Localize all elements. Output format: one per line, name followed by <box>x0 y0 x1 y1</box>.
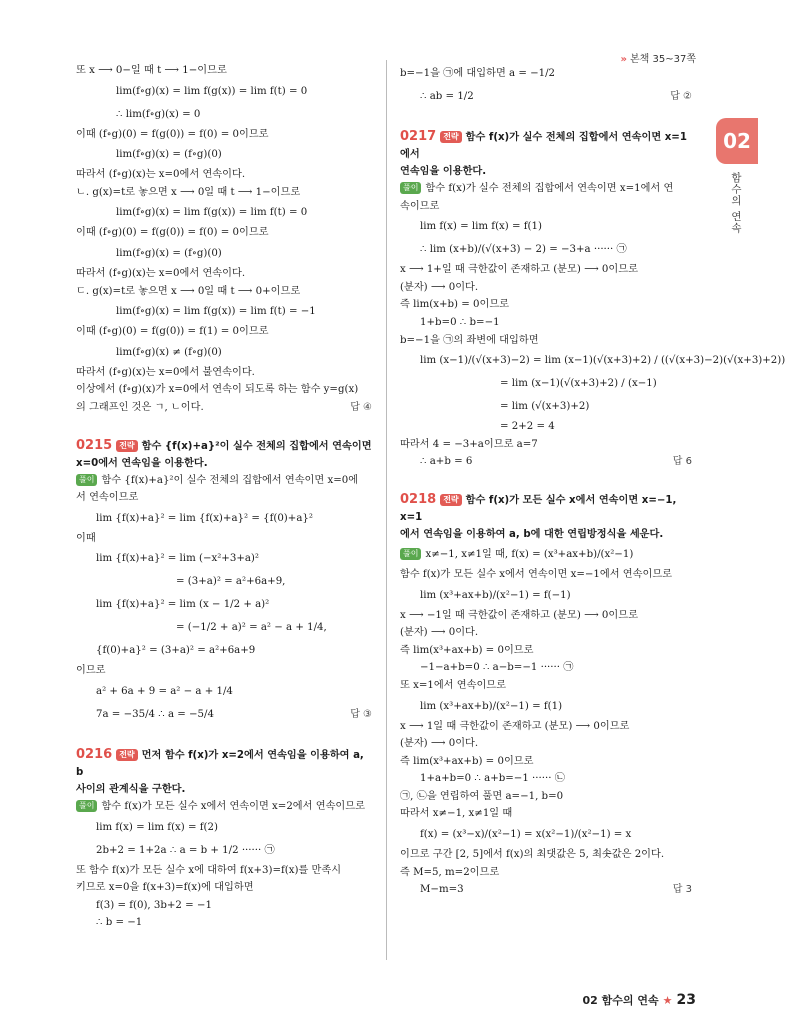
solution-line: lim (x³+ax+b)/(x²−1) = f(−1) <box>420 589 571 601</box>
solution-line: lim {f(x)+a}² = lim (−x²+3+a)² <box>96 553 259 565</box>
solution-text: x≠−1, x≠1일 때, f(x) = (x³+ax+b)/(x²−1) <box>425 548 634 560</box>
strategy-text: x=0에서 연속임을 이용한다. <box>76 457 208 469</box>
strategy-text: 연속임을 이용한다. <box>400 166 487 177</box>
solution-line: lim {f(x)+a}² = lim (x − 1/2 + a)² <box>96 599 270 611</box>
solution-line: a² + 6a + 9 = a² − a + 1/4 <box>96 685 233 697</box>
solution-line: b=−1을 ㉠의 좌변에 대입하면 <box>400 334 539 346</box>
solution-badge: 풀이 <box>76 800 97 812</box>
problem-0217 <box>400 128 692 180</box>
solution-line: −1−a+b=0 ∴ a−b=−1 ······ ㉠ <box>420 662 574 674</box>
solution-line <box>400 85 692 108</box>
solution-line: 또 x ⟶ 0−일 때 t ⟶ 1−이므로 <box>76 65 227 76</box>
solution-line: lim f(x) = lim f(x) = f(2) <box>96 821 218 833</box>
strategy-badge: 전략 <box>440 494 461 506</box>
solution-line: = lim (x−1)(√(x+3)+2) / (x−1) <box>500 378 657 390</box>
solution-line: = lim (√(x+3)+2) <box>500 401 590 413</box>
solution-line: b=−1을 ㉠에 대입하면 a = −1/2 <box>400 68 556 79</box>
solution-text: ∴ ab = 1/2 <box>420 91 474 102</box>
solution-line: 즉 lim(x+b) = 0이므로 <box>400 299 510 311</box>
left-column <box>76 62 372 932</box>
chapter-tab: 02 <box>716 118 758 164</box>
solution-line: ㉠, ㉡을 연립하여 풀면 a=−1, b=0 <box>400 790 564 802</box>
solution-line: lim {f(x)+a}² = lim {f(x)+a}² = {f(0)+a}² <box>96 512 313 524</box>
page-reference-text: 본책 35~37쪽 <box>630 54 696 65</box>
strategy-text: 먼저 함수 f(x)가 x=2에서 연속임을 이용하여 a, b <box>76 749 364 778</box>
solution-text: 함수 f(x)가 실수 전체의 집합에서 연속이면 x=1에서 연 <box>425 183 674 194</box>
solution-badge: 풀이 <box>400 182 421 194</box>
solution-line: lim(f∘g)(x) ≠ (f∘g)(0) <box>116 346 222 358</box>
solution-text: ∴ a+b = 6 <box>420 456 473 468</box>
solution-line <box>76 703 372 726</box>
problem-0216 <box>76 746 372 798</box>
star-icon: ★ <box>662 994 673 1007</box>
solution-line: x ⟶ −1일 때 극한값이 존재하고 (분모) ⟶ 0이므로 <box>400 609 638 621</box>
solution-badge: 풀이 <box>76 474 97 486</box>
solution-line <box>400 180 692 198</box>
solution-line: 속이므로 <box>400 200 440 212</box>
problem-0215 <box>76 437 372 472</box>
solution-line: 이때 (f∘g)(0) = f(g(0)) = f(0) = 0이므로 <box>76 128 269 140</box>
solution-line: lim f(x) = lim f(x) = f(1) <box>420 221 542 233</box>
solution-line: 이상에서 (f∘g)(x)가 x=0에서 연속이 되도록 하는 함수 y=g(x) <box>76 384 359 396</box>
solution-line: 즉 lim(x³+ax+b) = 0이므로 <box>400 755 534 767</box>
solution-line: 이때 <box>76 532 96 544</box>
solution-line: lim(f∘g)(x) = lim f(g(x)) = lim f(t) = 0 <box>116 207 308 219</box>
solution-text: 의 그래프인 것은 ㄱ, ㄴ이다. <box>76 401 204 413</box>
problem-number: 0217 <box>400 129 437 144</box>
solution-line: ㄷ. g(x)=t로 놓으면 x ⟶ 0일 때 t ⟶ 0+이므로 <box>76 285 301 297</box>
solution-line <box>76 798 372 816</box>
solution-text: M−m=3 <box>420 884 464 896</box>
answer-badge: 답 ② <box>670 91 692 102</box>
strategy-badge: 전략 <box>440 131 461 143</box>
solution-line: {f(0)+a}² = (3+a)² = a²+6a+9 <box>96 645 256 657</box>
solution-line: 따라서 (f∘g)(x)는 x=0에서 불연속이다. <box>76 366 255 378</box>
solution-line: lim(f∘g)(x) = (f∘g)(0) <box>116 247 222 259</box>
answer-badge: 답 ④ <box>350 401 372 413</box>
column-divider <box>386 60 387 960</box>
solution-line: 이므로 구간 [2, 5]에서 f(x)의 최댓값은 5, 최솟값은 2이다. <box>400 849 665 861</box>
solution-line: (분자) ⟶ 0이다. <box>400 281 479 293</box>
solution-line: lim(f∘g)(x) = (f∘g)(0) <box>116 149 222 161</box>
solution-line: lim (x³+ax+b)/(x²−1) = f(1) <box>420 700 563 712</box>
solution-line: 함수 f(x)가 모든 실수 x에서 연속이면 x=−1에서 연속이므로 <box>400 568 672 580</box>
solution-line: 2b+2 = 1+2a ∴ a = b + 1/2 ······ ㉠ <box>96 844 275 856</box>
solution-text: 함수 {f(x)+a}²이 실수 전체의 집합에서 연속이면 x=0에 <box>101 474 359 486</box>
solution-line <box>76 472 372 490</box>
solution-line: 따라서 (f∘g)(x)는 x=0에서 연속이다. <box>76 267 246 279</box>
solution-line: ㄴ. g(x)=t로 놓으면 x ⟶ 0일 때 t ⟶ 1−이므로 <box>76 186 301 198</box>
solution-line: f(x) = (x³−x)/(x²−1) = x(x²−1)/(x²−1) = x <box>420 829 632 841</box>
solution-line: (분자) ⟶ 0이다. <box>400 738 479 750</box>
solution-line: x ⟶ 1+일 때 극한값이 존재하고 (분모) ⟶ 0이므로 <box>400 264 638 276</box>
solution-line: 또 함수 f(x)가 모든 실수 x에 대하여 f(x+3)=f(x)를 만족시 <box>76 864 342 876</box>
solution-line: f(3) = f(0), 3b+2 = −1 <box>96 899 212 911</box>
arrow-icon: » <box>620 54 627 65</box>
solution-line <box>400 881 692 899</box>
solution-text: 함수 f(x)가 모든 실수 x에서 연속이면 x=2에서 연속이므로 <box>101 800 365 812</box>
solution-line: lim (x−1)/(√(x+3)−2) = lim (x−1)(√(x+3)+2) / ((√(x+3)−2)(√(x+3)+2)) <box>420 355 785 367</box>
solution-text: 7a = −35/4 ∴ a = −5/4 <box>96 708 214 720</box>
strategy-text: 에서 연속임을 이용하여 a, b에 대한 연립방정식을 세운다. <box>400 528 664 540</box>
solution-line: 이때 (f∘g)(0) = f(g(0)) = f(0) = 0이므로 <box>76 227 269 239</box>
strategy-text: 함수 f(x)가 모든 실수 x에서 연속이면 x=−1, x=1 <box>400 494 677 523</box>
solution-line: 즉 M=5, m=2이므로 <box>400 866 500 878</box>
answer-badge: 답 6 <box>672 456 692 468</box>
solution-line: 1+b=0 ∴ b=−1 <box>420 316 500 328</box>
solution-line: ∴ b = −1 <box>96 917 143 929</box>
solution-line: = (−1/2 + a)² = a² − a + 1/4, <box>176 622 327 634</box>
answer-badge: 답 3 <box>672 884 692 896</box>
solution-line: 이때 (f∘g)(0) = f(g(0)) = f(1) = 0이므로 <box>76 326 269 338</box>
strategy-text: 함수 f(x)가 실수 전체의 집합에서 연속이면 x=1에서 <box>400 132 687 160</box>
solution-line <box>400 453 692 471</box>
footer-chapter: 02 함수의 연속 <box>582 994 659 1007</box>
solution-line <box>400 543 692 566</box>
solution-line: 따라서 (f∘g)(x)는 x=0에서 연속이다. <box>76 169 246 181</box>
strategy-text: 함수 {f(x)+a}²이 실수 전체의 집합에서 연속이면 <box>141 440 372 452</box>
strategy-badge: 전략 <box>116 749 137 761</box>
solution-line: (분자) ⟶ 0이다. <box>400 627 479 639</box>
solution-line: 따라서 4 = −3+a이므로 a=7 <box>400 438 538 450</box>
solution-line: 1+a+b=0 ∴ a+b=−1 ······ ㉡ <box>420 773 565 785</box>
problem-number: 0218 <box>400 491 437 507</box>
solution-badge: 풀이 <box>400 548 421 560</box>
solution-line: 키므로 x=0을 f(x+3)=f(x)에 대입하면 <box>76 882 254 894</box>
problem-number: 0216 <box>76 746 113 762</box>
solution-line: lim(f∘g)(x) = lim f(g(x)) = lim f(t) = 0 <box>116 85 308 97</box>
strategy-badge: 전략 <box>116 440 137 452</box>
solution-line: x ⟶ 1일 때 극한값이 존재하고 (분모) ⟶ 0이므로 <box>400 720 630 732</box>
strategy-text: 사이의 관계식을 구한다. <box>76 783 186 795</box>
page-number: 23 <box>676 992 696 1008</box>
solution-line: = (3+a)² = a²+6a+9, <box>176 576 286 588</box>
solution-line: lim(f∘g)(x) = lim f(g(x)) = lim f(t) = −1 <box>116 306 316 318</box>
solution-line: 즉 lim(x³+ax+b) = 0이므로 <box>400 644 534 656</box>
solution-line: = 2+2 = 4 <box>500 421 555 433</box>
solution-line: 서 연속이므로 <box>76 492 139 504</box>
problem-number: 0215 <box>76 437 113 453</box>
chapter-side-label: 함수의 연속 <box>730 172 742 234</box>
solution-line: 또 x=1에서 연속이므로 <box>400 679 506 691</box>
answer-badge: 답 ③ <box>350 708 372 720</box>
solution-line: 따라서 x≠−1, x≠1일 때 <box>400 808 513 820</box>
problem-0218 <box>400 491 692 543</box>
solution-line: 이므로 <box>76 665 106 677</box>
solution-line: ∴ lim(f∘g)(x) = 0 <box>116 108 201 120</box>
solution-line <box>76 399 372 417</box>
solution-line: ∴ lim (x+b)/(√(x+3) − 2) = −3+a ······ ㉠ <box>420 244 627 256</box>
page-footer <box>583 992 696 1008</box>
